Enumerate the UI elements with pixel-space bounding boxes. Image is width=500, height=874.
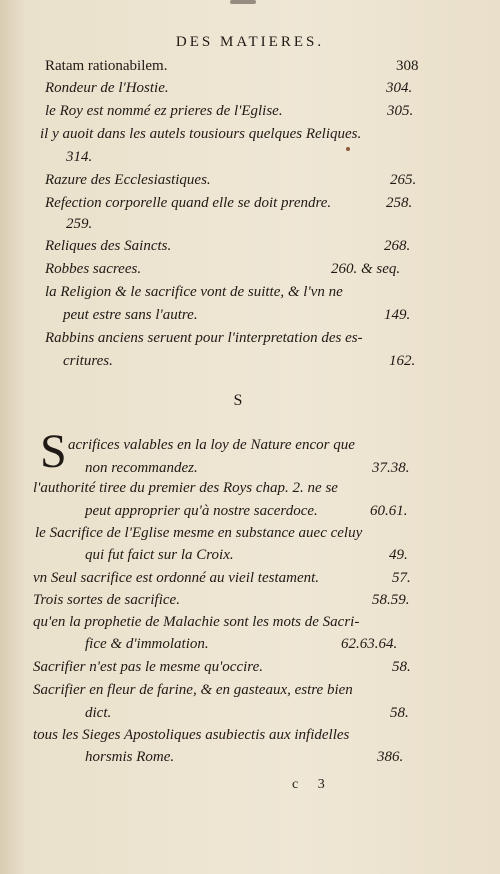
entry-text: le Sacrifice de l'Eglise mesme en substance auec celuy xyxy=(35,525,363,541)
entry-page-number: 304. xyxy=(386,80,413,96)
entry-page-number: 62.63.64. xyxy=(341,636,398,652)
entry-page-number: 265. xyxy=(390,172,417,188)
entry-text: qui fut faict sur la Croix. xyxy=(85,547,234,563)
entry-page-number: 58. xyxy=(390,705,409,721)
entry-text: Rabbins anciens seruent pour l'interpretation des es- xyxy=(45,330,363,346)
entry-text: l'authorité tiree du premier des Roys chap. 2. ne se xyxy=(33,480,338,496)
entry-text: Refection corporelle quand elle se doit prendre. xyxy=(45,195,332,211)
entry-text: Sacrifier n'est pas le mesme qu'occire. xyxy=(33,659,263,675)
entry-text: Rondeur de l'Hostie. xyxy=(45,80,169,96)
entry-page-number: 162. xyxy=(389,353,416,369)
entry-page-number: 305. xyxy=(387,103,414,119)
entry-text: fice & d'immolation. xyxy=(85,636,209,652)
entry-page-number: 58.59. xyxy=(372,592,410,608)
entry-text: dict. xyxy=(85,705,112,721)
entry-text: Trois sortes de sacrifice. xyxy=(33,592,180,608)
entry-page-number: 308 xyxy=(396,58,419,74)
entry-text: le Roy est nommé ez prieres de l'Eglise. xyxy=(45,103,283,119)
entry-text: peut estre sans l'autre. xyxy=(63,307,198,323)
ornament-mark xyxy=(230,0,256,4)
entry-text: Razure des Ecclesiastiques. xyxy=(45,172,211,188)
entry-page-number: 314. xyxy=(66,149,93,165)
entry-page-number: 386. xyxy=(377,749,404,765)
entry-page-number: 268. xyxy=(384,238,411,254)
signature-mark: c 3 xyxy=(292,777,333,792)
entry-text: critures. xyxy=(63,353,113,369)
entry-page-number: 37.38. xyxy=(372,460,410,476)
entry-text: il y auoit dans les autels tousiours quelques Reliques. xyxy=(40,126,362,142)
entry-text: peut approprier qu'à nostre sacerdoce. xyxy=(85,503,318,519)
entry-text: tous les Sieges Apostoliques asubiectis aux infidelles xyxy=(33,727,350,743)
section-letter: S xyxy=(233,392,243,409)
entry-page-number: 260. & seq. xyxy=(331,261,401,277)
entry-page-number: 60.61. xyxy=(370,503,408,519)
entry-text: Sacrifier en fleur de farine, & en gasteaux, estre bien xyxy=(33,682,353,698)
entry-page-number: 258. xyxy=(386,195,413,211)
running-header: DES MATIERES. xyxy=(175,34,325,50)
entry-page-number: 57. xyxy=(392,570,411,586)
entry-text: Reliques des Saincts. xyxy=(45,238,172,254)
entry-text: vn Seul sacrifice est ordonné au vieil testament. xyxy=(33,570,320,586)
entry-page-number: 149. xyxy=(384,307,411,323)
entry-text: acrifices valables en la loy de Nature encor que xyxy=(68,437,355,453)
entry-text: horsmis Rome. xyxy=(85,749,175,765)
ink-spot xyxy=(346,147,350,151)
entry-text: qu'en la prophetie de Malachie sont les mots de Sacri- xyxy=(33,614,360,630)
entry-page-number: 49. xyxy=(389,547,408,563)
entry-text: Robbes sacrees. xyxy=(45,261,142,277)
drop-cap: S xyxy=(40,425,67,478)
entry-text: la Religion & le sacrifice vont de suitte, & l'vn ne xyxy=(45,284,343,300)
entry-text: Ratam rationabilem. xyxy=(45,58,168,74)
entry-page-number: 58. xyxy=(392,659,411,675)
entry-text: non recommandez. xyxy=(85,460,198,476)
entry-page-number: 259. xyxy=(66,216,93,232)
